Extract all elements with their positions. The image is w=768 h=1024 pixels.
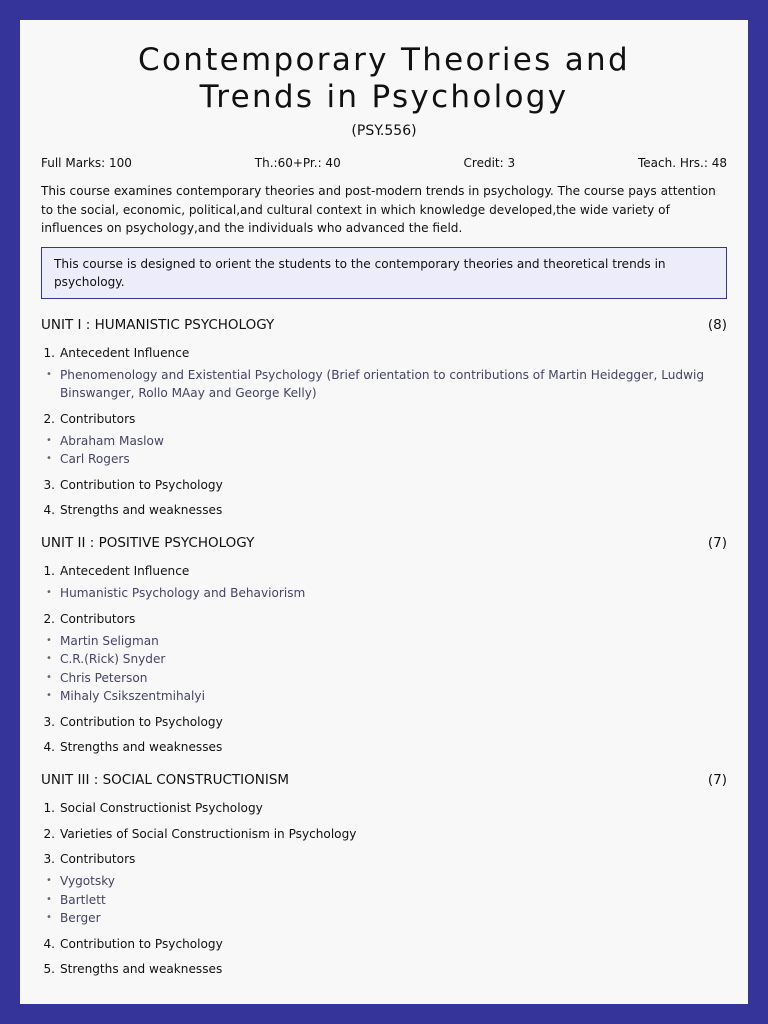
item-number: 2. [43, 826, 55, 841]
item-text: Antecedent Influence [60, 564, 190, 578]
item-text: Antecedent Influence [60, 345, 190, 360]
item-number: 3. [43, 477, 55, 492]
item-number: 3. [43, 852, 55, 866]
bullet-text: Humanistic Psychology and Behaviorism [60, 586, 306, 600]
item-text: Contribution to Psychology [60, 477, 223, 492]
item-number: 2. [43, 611, 55, 626]
bullet-text: Vygotsky [60, 874, 115, 888]
unit-heading [41, 535, 727, 551]
item-number: 4. [43, 936, 55, 951]
item-text: Strengths and weaknesses [60, 740, 223, 754]
numbered-item [41, 503, 727, 518]
bullet-text: Mihaly Csikszentmihalyi [60, 689, 205, 703]
numbered-item [41, 715, 727, 730]
bullet-list [41, 872, 727, 928]
bullet-dot-icon: • [46, 453, 52, 464]
item-number: 2. [43, 411, 55, 426]
bullet-list [41, 632, 727, 706]
item-number: 3. [43, 714, 55, 729]
theory-practical: Th.:60+Pr.: 40 [254, 156, 341, 170]
unit-title: UNIT I : HUMANISTIC PSYCHOLOGY [41, 316, 275, 333]
bullet-item [41, 909, 727, 928]
bullet-list [41, 366, 727, 403]
credit: Credit: 3 [463, 156, 516, 170]
bullet-item [41, 669, 727, 688]
syllabus-page [20, 20, 748, 1004]
item-number: 5. [43, 962, 55, 976]
unit-heading [41, 772, 727, 788]
bullet-text: Phenomenology and Existential Psychology (Brief orientation to contributions of Martin Heidegger, Ludwig Binswanger, Rollo MAay and George Kelly) [60, 367, 704, 400]
item-text: Contributors [60, 611, 136, 626]
bullet-dot-icon: • [46, 368, 52, 380]
item-number: 4. [43, 503, 55, 517]
bullet-text: C.R.(Rick) Snyder [60, 652, 166, 666]
bullet-dot-icon: • [46, 690, 52, 701]
item-text: Strengths and weaknesses [60, 503, 223, 517]
title-line-1: Contemporary Theories and [138, 42, 630, 78]
numbered-item [41, 962, 727, 977]
bullet-text: Bartlett [60, 892, 106, 907]
bullet-dot-icon: • [46, 434, 52, 446]
course-meta [41, 156, 727, 170]
units-container [41, 317, 727, 978]
course-code: (PSY.556) [351, 123, 417, 139]
bullet-text: Carl Rogers [60, 452, 130, 466]
bullet-item [41, 584, 727, 603]
course-description: This course examines contemporary theories and post-modern trends in psychology. The course pays attention to the social, economic, political,and cultural context in which knowledge developed,the wide variety of influences on psychology,and the individuals who advanced the field. [41, 184, 716, 235]
item-number: 1. [43, 801, 55, 815]
bullet-list [41, 584, 727, 603]
item-text: Contributors [60, 411, 136, 426]
bullet-item [41, 650, 727, 669]
bullet-dot-icon: • [46, 912, 52, 923]
numbered-item [41, 937, 727, 952]
unit-heading [41, 317, 727, 333]
item-number: 4. [43, 740, 55, 754]
item-text: Contribution to Psychology [60, 936, 223, 951]
numbered-item [41, 801, 727, 816]
numbered-item [41, 612, 727, 627]
bullet-item [41, 450, 727, 469]
bullet-text: Martin Seligman [60, 633, 159, 648]
bullet-item [41, 687, 727, 706]
course-objective: This course is designed to orient the students to the contemporary theories and theoretical trends in psychology. [41, 247, 727, 299]
bullet-dot-icon: • [46, 875, 52, 886]
numbered-item [41, 478, 727, 493]
numbered-item [41, 346, 727, 361]
numbered-item [41, 740, 727, 755]
bullet-item [41, 891, 727, 910]
item-text: Varieties of Social Constructionism in Psychology [60, 826, 357, 841]
unit-hours: (8) [707, 316, 727, 333]
unit-hours: (7) [707, 772, 727, 788]
page-title [41, 42, 727, 116]
item-text: Strengths and weaknesses [60, 962, 223, 976]
bullet-dot-icon: • [46, 671, 52, 683]
item-text: Contributors [60, 852, 136, 866]
item-number: 1. [43, 564, 55, 578]
bullet-item [41, 872, 727, 891]
bullet-text: Abraham Maslow [60, 433, 164, 448]
bullet-list [41, 432, 727, 469]
unit-title: UNIT II : POSITIVE PSYCHOLOGY [41, 535, 255, 551]
bullet-dot-icon: • [46, 587, 52, 598]
bullet-item [41, 366, 727, 403]
numbered-item [41, 852, 727, 867]
item-text: Social Constructionist Psychology [60, 801, 263, 815]
bullet-dot-icon: • [46, 893, 52, 905]
unit-hours: (7) [707, 535, 727, 551]
title-line-2: Trends in Psychology [199, 79, 569, 115]
numbered-item [41, 564, 727, 579]
bullet-dot-icon: • [46, 634, 52, 646]
bullet-text: Berger [60, 911, 101, 925]
unit-title: UNIT III : SOCIAL CONSTRUCTIONISM [41, 772, 290, 788]
item-number: 1. [43, 345, 55, 360]
bullet-text: Chris Peterson [60, 670, 148, 685]
numbered-item [41, 827, 727, 842]
bullet-dot-icon: • [46, 653, 52, 664]
teaching-hours: Teach. Hrs.: 48 [637, 156, 727, 170]
numbered-item [41, 412, 727, 427]
full-marks: Full Marks: 100 [41, 156, 132, 170]
bullet-item [41, 632, 727, 651]
bullet-item [41, 432, 727, 451]
item-text: Contribution to Psychology [60, 714, 223, 729]
